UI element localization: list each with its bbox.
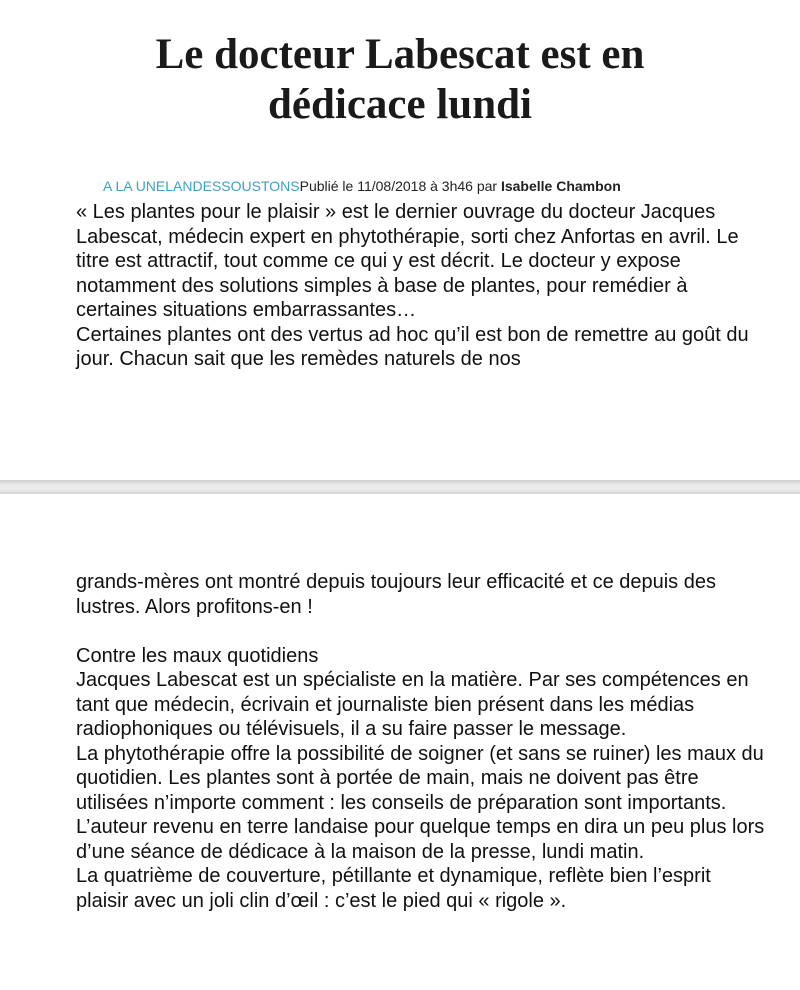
article-title — [40, 30, 760, 130]
paragraph-plants: Certaines plantes ont des vertus ad hoc qu’il est bon de remettre au goût du jour. Chacun sait que les remèdes naturels de nos — [76, 323, 749, 370]
page-separator — [0, 480, 800, 494]
paragraph-intro: « Les plantes pour le plaisir » est le dernier ouvrage du docteur Jacques Labescat, médecin expert en phytothérapie, sorti chez Anfortas en avril. Le titre est attractif, tout comme ce qui y est décrit. Le docteur y expose notamment des solutions simples à base de plantes, pour remédier à certaines situations embarrassantes… — [76, 201, 739, 321]
paragraph-spacer — [76, 619, 766, 644]
article-title-line-2: dédicace lundi — [267, 81, 532, 128]
category-link-soustons[interactable]: SOUSTONS — [221, 178, 300, 194]
category-link-a-la-une[interactable]: A LA UNE — [103, 178, 166, 194]
article-page-2 — [0, 494, 800, 990]
article-page-1 — [0, 0, 800, 480]
paragraph-continuation: grands-mères ont montré depuis toujours leur efficacité et ce depuis des lustres. Alors profitons-en ! — [76, 571, 716, 618]
article-subheading: Contre les maux quotidiens — [76, 644, 319, 667]
paragraph-phytotherapy: La phytothérapie offre la possibilité de soigner (et sans se ruiner) les maux du quotidien. Les plantes sont à portée de main, mais ne doivent pas être utilisées n’importe comment : les conseils de préparation sont importants. L’auteur revenu en terre landaise pour quelque temps en dira un peu plus lors d’une séance de dédicace à la maison de la presse, lundi matin. — [76, 742, 765, 863]
author-name: Isabelle Chambon — [500, 178, 621, 194]
article-body-part-2 — [76, 570, 766, 913]
category-link-landes[interactable]: LANDES — [165, 178, 222, 194]
paragraph-cover: La quatrième de couverture, pétillante et dynamique, reflète bien l’esprit plaisir avec un joli clin d’œil : c’est le pied qui « rigole ». — [76, 865, 711, 912]
paragraph-specialist: Jacques Labescat est un spécialiste en la matière. Par ses compétences en tant que médecin, écrivain et journaliste bien présent dans les médias radiophoniques ou télévisuels, il a su faire passer le message. — [76, 669, 749, 740]
article-title-line-1: Le docteur Labescat est en — [155, 31, 645, 78]
article-body-part-1 — [76, 200, 766, 372]
published-date: Publié le 11/08/2018 à 3h46 par — [299, 178, 498, 194]
article-meta — [103, 177, 621, 195]
